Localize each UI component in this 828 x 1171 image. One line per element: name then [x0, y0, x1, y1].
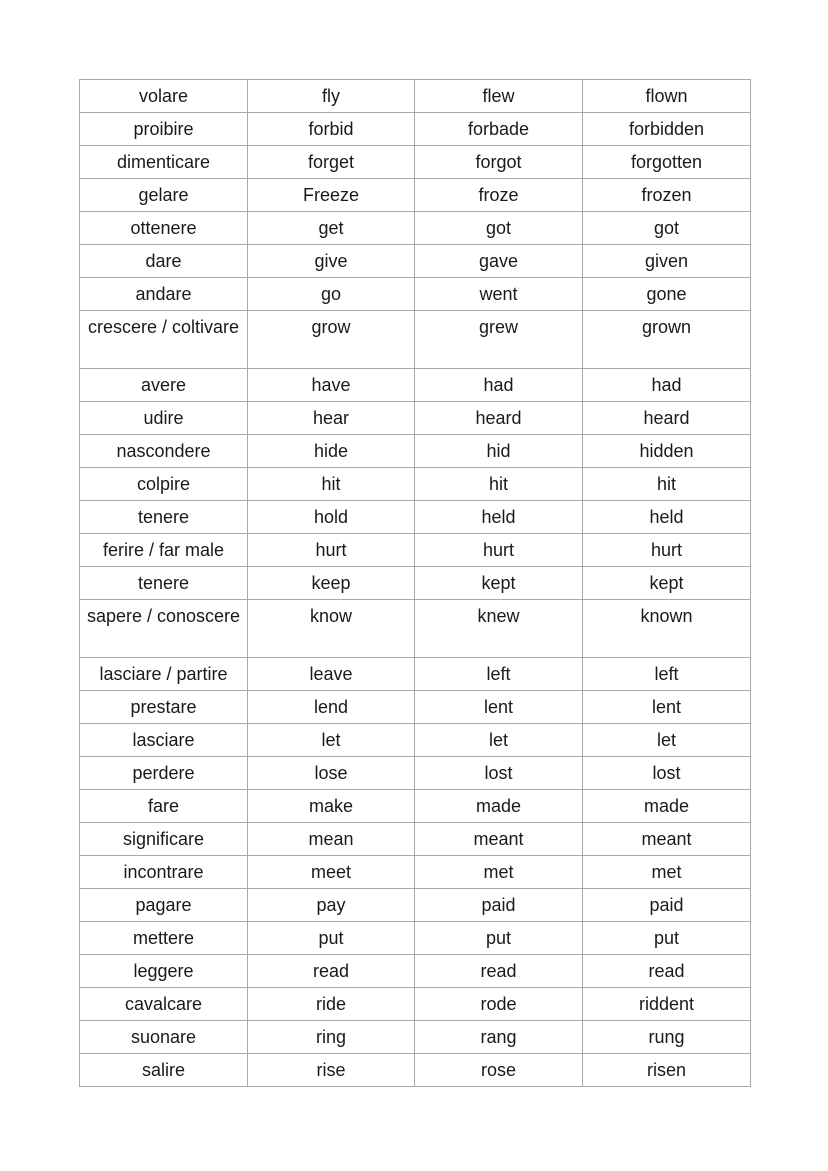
- italian-cell: suonare: [80, 1021, 248, 1054]
- italian-cell: leggere: [80, 955, 248, 988]
- past-simple-cell: knew: [415, 600, 583, 658]
- table-row: [80, 212, 751, 245]
- past-simple-cell: forbade: [415, 113, 583, 146]
- base-form-cell: leave: [248, 658, 415, 691]
- base-form-cell: ring: [248, 1021, 415, 1054]
- base-form-cell: give: [248, 245, 415, 278]
- base-form-cell: hide: [248, 435, 415, 468]
- italian-cell: gelare: [80, 179, 248, 212]
- past-participle-cell: flown: [583, 80, 751, 113]
- past-participle-cell: heard: [583, 402, 751, 435]
- past-participle-cell: read: [583, 955, 751, 988]
- italian-cell: udire: [80, 402, 248, 435]
- base-form-cell: know: [248, 600, 415, 658]
- table-row: [80, 113, 751, 146]
- base-form-cell: hear: [248, 402, 415, 435]
- past-simple-cell: lent: [415, 691, 583, 724]
- table-row: [80, 278, 751, 311]
- table-row: [80, 600, 751, 658]
- past-simple-cell: hid: [415, 435, 583, 468]
- past-participle-cell: made: [583, 790, 751, 823]
- past-simple-cell: met: [415, 856, 583, 889]
- table-row: [80, 534, 751, 567]
- table-row: [80, 311, 751, 369]
- italian-cell: pagare: [80, 889, 248, 922]
- past-simple-cell: went: [415, 278, 583, 311]
- italian-cell: tenere: [80, 567, 248, 600]
- italian-cell: tenere: [80, 501, 248, 534]
- base-form-cell: go: [248, 278, 415, 311]
- base-form-cell: ride: [248, 988, 415, 1021]
- past-participle-cell: hit: [583, 468, 751, 501]
- past-participle-cell: met: [583, 856, 751, 889]
- table-row: [80, 988, 751, 1021]
- past-participle-cell: forgotten: [583, 146, 751, 179]
- table-row: [80, 245, 751, 278]
- base-form-cell: put: [248, 922, 415, 955]
- table-row: [80, 955, 751, 988]
- base-form-cell: grow: [248, 311, 415, 369]
- table-row: [80, 724, 751, 757]
- base-form-cell: make: [248, 790, 415, 823]
- past-simple-cell: kept: [415, 567, 583, 600]
- base-form-cell: hit: [248, 468, 415, 501]
- italian-cell: nascondere: [80, 435, 248, 468]
- table-row: [80, 80, 751, 113]
- past-simple-cell: got: [415, 212, 583, 245]
- past-participle-cell: left: [583, 658, 751, 691]
- italian-cell: incontrare: [80, 856, 248, 889]
- table-row: [80, 823, 751, 856]
- past-simple-cell: left: [415, 658, 583, 691]
- base-form-cell: mean: [248, 823, 415, 856]
- past-simple-cell: hurt: [415, 534, 583, 567]
- past-participle-cell: put: [583, 922, 751, 955]
- past-participle-cell: kept: [583, 567, 751, 600]
- italian-cell: significare: [80, 823, 248, 856]
- table-row: [80, 146, 751, 179]
- base-form-cell: let: [248, 724, 415, 757]
- table-row: [80, 501, 751, 534]
- past-simple-cell: let: [415, 724, 583, 757]
- past-simple-cell: had: [415, 369, 583, 402]
- past-participle-cell: rung: [583, 1021, 751, 1054]
- table-row: [80, 567, 751, 600]
- past-participle-cell: meant: [583, 823, 751, 856]
- italian-cell: lasciare / partire: [80, 658, 248, 691]
- italian-cell: colpire: [80, 468, 248, 501]
- table-row: [80, 1021, 751, 1054]
- table-row: [80, 790, 751, 823]
- past-simple-cell: rode: [415, 988, 583, 1021]
- past-participle-cell: lost: [583, 757, 751, 790]
- base-form-cell: hold: [248, 501, 415, 534]
- base-form-cell: rise: [248, 1054, 415, 1087]
- italian-cell: ferire / far male: [80, 534, 248, 567]
- past-participle-cell: held: [583, 501, 751, 534]
- base-form-cell: read: [248, 955, 415, 988]
- table-row: [80, 658, 751, 691]
- italian-cell: lasciare: [80, 724, 248, 757]
- italian-cell: fare: [80, 790, 248, 823]
- past-participle-cell: got: [583, 212, 751, 245]
- past-participle-cell: hurt: [583, 534, 751, 567]
- italian-cell: sapere / conoscere: [80, 600, 248, 658]
- past-simple-cell: forgot: [415, 146, 583, 179]
- past-simple-cell: lost: [415, 757, 583, 790]
- table-row: [80, 179, 751, 212]
- italian-cell: salire: [80, 1054, 248, 1087]
- base-form-cell: hurt: [248, 534, 415, 567]
- past-simple-cell: held: [415, 501, 583, 534]
- base-form-cell: meet: [248, 856, 415, 889]
- past-simple-cell: grew: [415, 311, 583, 369]
- past-simple-cell: rang: [415, 1021, 583, 1054]
- table-row: [80, 468, 751, 501]
- base-form-cell: keep: [248, 567, 415, 600]
- table-row: [80, 435, 751, 468]
- table-row: [80, 856, 751, 889]
- base-form-cell: lend: [248, 691, 415, 724]
- past-simple-cell: flew: [415, 80, 583, 113]
- base-form-cell: forget: [248, 146, 415, 179]
- base-form-cell: forbid: [248, 113, 415, 146]
- table-row: [80, 402, 751, 435]
- base-form-cell: lose: [248, 757, 415, 790]
- table-row: [80, 889, 751, 922]
- base-form-cell: fly: [248, 80, 415, 113]
- past-simple-cell: put: [415, 922, 583, 955]
- past-simple-cell: paid: [415, 889, 583, 922]
- table-row: [80, 369, 751, 402]
- past-simple-cell: meant: [415, 823, 583, 856]
- italian-cell: avere: [80, 369, 248, 402]
- past-simple-cell: gave: [415, 245, 583, 278]
- past-participle-cell: lent: [583, 691, 751, 724]
- past-participle-cell: known: [583, 600, 751, 658]
- italian-cell: dare: [80, 245, 248, 278]
- irregular-verbs-table: [79, 79, 751, 1087]
- italian-cell: ottenere: [80, 212, 248, 245]
- italian-cell: andare: [80, 278, 248, 311]
- past-simple-cell: made: [415, 790, 583, 823]
- past-participle-cell: risen: [583, 1054, 751, 1087]
- table-row: [80, 922, 751, 955]
- italian-cell: cavalcare: [80, 988, 248, 1021]
- italian-cell: crescere / coltivare: [80, 311, 248, 369]
- past-simple-cell: heard: [415, 402, 583, 435]
- table-row: [80, 1054, 751, 1087]
- past-participle-cell: paid: [583, 889, 751, 922]
- past-participle-cell: frozen: [583, 179, 751, 212]
- italian-cell: proibire: [80, 113, 248, 146]
- past-simple-cell: froze: [415, 179, 583, 212]
- italian-cell: dimenticare: [80, 146, 248, 179]
- italian-cell: mettere: [80, 922, 248, 955]
- italian-cell: volare: [80, 80, 248, 113]
- past-participle-cell: hidden: [583, 435, 751, 468]
- past-participle-cell: forbidden: [583, 113, 751, 146]
- past-participle-cell: riddent: [583, 988, 751, 1021]
- past-simple-cell: read: [415, 955, 583, 988]
- base-form-cell: pay: [248, 889, 415, 922]
- verb-table-body: [80, 80, 751, 1087]
- past-simple-cell: rose: [415, 1054, 583, 1087]
- italian-cell: prestare: [80, 691, 248, 724]
- past-participle-cell: grown: [583, 311, 751, 369]
- past-participle-cell: gone: [583, 278, 751, 311]
- past-simple-cell: hit: [415, 468, 583, 501]
- past-participle-cell: given: [583, 245, 751, 278]
- base-form-cell: get: [248, 212, 415, 245]
- table-row: [80, 757, 751, 790]
- past-participle-cell: let: [583, 724, 751, 757]
- italian-cell: perdere: [80, 757, 248, 790]
- past-participle-cell: had: [583, 369, 751, 402]
- base-form-cell: Freeze: [248, 179, 415, 212]
- base-form-cell: have: [248, 369, 415, 402]
- table-row: [80, 691, 751, 724]
